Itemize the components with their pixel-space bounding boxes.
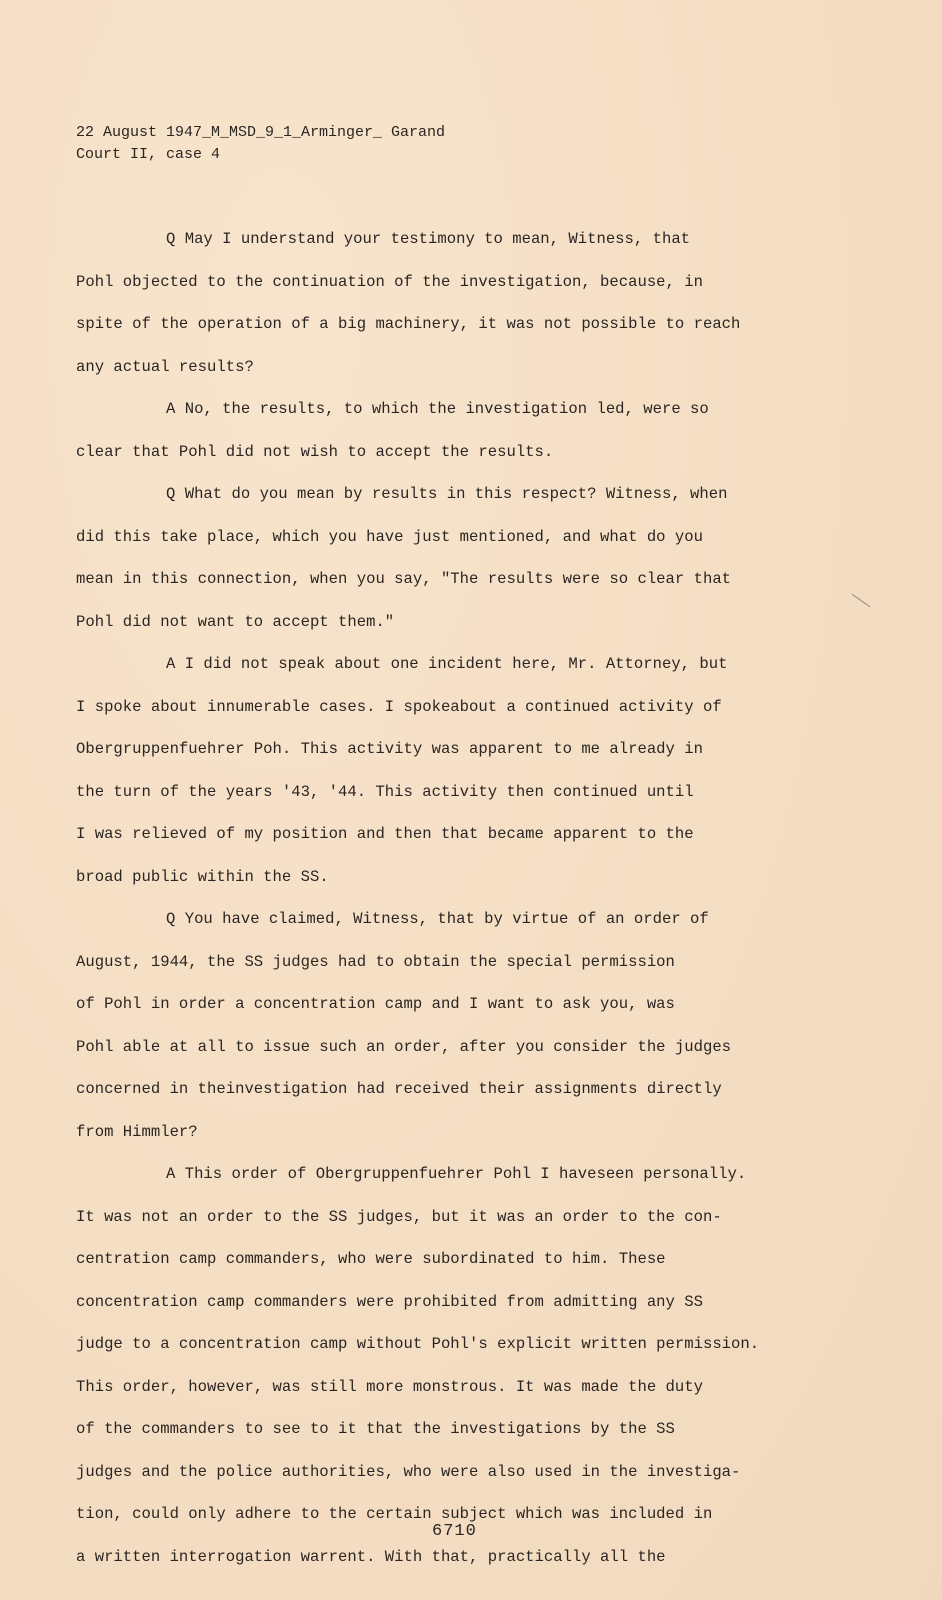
text-line: did this take place, which you have just mentioned, and what do you xyxy=(76,527,703,546)
paper-mark xyxy=(852,594,871,607)
text-line: concentration camp commanders were prohibited from admitting any SS xyxy=(76,1292,703,1311)
text-line: clear that Pohl did not wish to accept the results. xyxy=(76,442,554,461)
text-line: centration camp commanders, who were subordinated to him. These xyxy=(76,1250,666,1268)
text-line: Q What do you mean by results in this respect? Witness, when xyxy=(166,485,728,503)
paragraph-question-1 xyxy=(76,218,816,388)
text-line: A No, the results, to which the investigation led, were so xyxy=(166,400,709,418)
transcript-body xyxy=(76,218,816,1578)
text-line: August, 1944, the SS judges had to obtain the special permission xyxy=(76,952,675,971)
text-line: from Himmler? xyxy=(76,1122,198,1141)
text-line: concerned in theinvestigation had received their assignments directly xyxy=(76,1080,722,1098)
text-line: tion, could only adhere to the certain subject which was included in xyxy=(76,1505,713,1523)
text-line: a written interrogation warrent. With that, practically all the xyxy=(76,1547,666,1566)
text-line: Pohl able at all to issue such an order, after you consider the judges xyxy=(76,1037,732,1056)
header-court-line: Court II, case 4 xyxy=(76,146,221,163)
header-date-line: 22 August 1947_M_MSD_9_1_Arminger_ Garand xyxy=(76,124,446,141)
paragraph-question-3 xyxy=(76,898,816,1153)
text-line: Pohl objected to the continuation of the investigation, because, in xyxy=(76,272,703,291)
text-line: broad public within the SS. xyxy=(76,867,329,886)
text-line: of Pohl in order a concentration camp and I want to ask you, was xyxy=(76,995,675,1013)
text-line: judge to a concentration camp without Pohl's explicit written permission. xyxy=(76,1335,760,1353)
text-line: I was relieved of my position and then that became apparent to the xyxy=(76,825,694,843)
text-line: Pohl did not want to accept them." xyxy=(76,612,395,631)
text-line: Obergruppenfuehrer Poh. This activity was apparent to me already in xyxy=(76,740,703,758)
text-line: of the commanders to see to it that the investigations by the SS xyxy=(76,1420,675,1438)
text-line: Q May I understand your testimony to mean, Witness, that xyxy=(166,230,691,248)
page-number: 6710 xyxy=(432,1522,477,1541)
text-line: any actual results? xyxy=(76,357,254,376)
text-line: It was not an order to the SS judges, but it was an order to the con- xyxy=(76,1207,722,1226)
text-line: A I did not speak about one incident here, Mr. Attorney, but xyxy=(166,655,728,673)
text-line: mean in this connection, when you say, "The results were so clear that xyxy=(76,570,732,588)
text-line: judges and the police authorities, who were also used in the investiga- xyxy=(76,1462,741,1481)
text-line: This order, however, was still more monstrous. It was made the duty xyxy=(76,1377,703,1396)
text-line: Q You have claimed, Witness, that by virtue of an order of xyxy=(166,910,709,928)
paragraph-question-2 xyxy=(76,473,816,643)
text-line: I spoke about innumerable cases. I spokeabout a continued activity of xyxy=(76,697,722,716)
paragraph-answer-3 xyxy=(76,1153,816,1578)
paragraph-answer-2 xyxy=(76,643,816,898)
document-header xyxy=(76,122,445,166)
text-line: spite of the operation of a big machinery, it was not possible to reach xyxy=(76,315,741,333)
text-line: the turn of the years '43, '44. This activity then continued until xyxy=(76,782,694,801)
paragraph-answer-1 xyxy=(76,388,816,473)
text-line: A This order of Obergruppenfuehrer Pohl I haveseen personally. xyxy=(166,1165,747,1183)
